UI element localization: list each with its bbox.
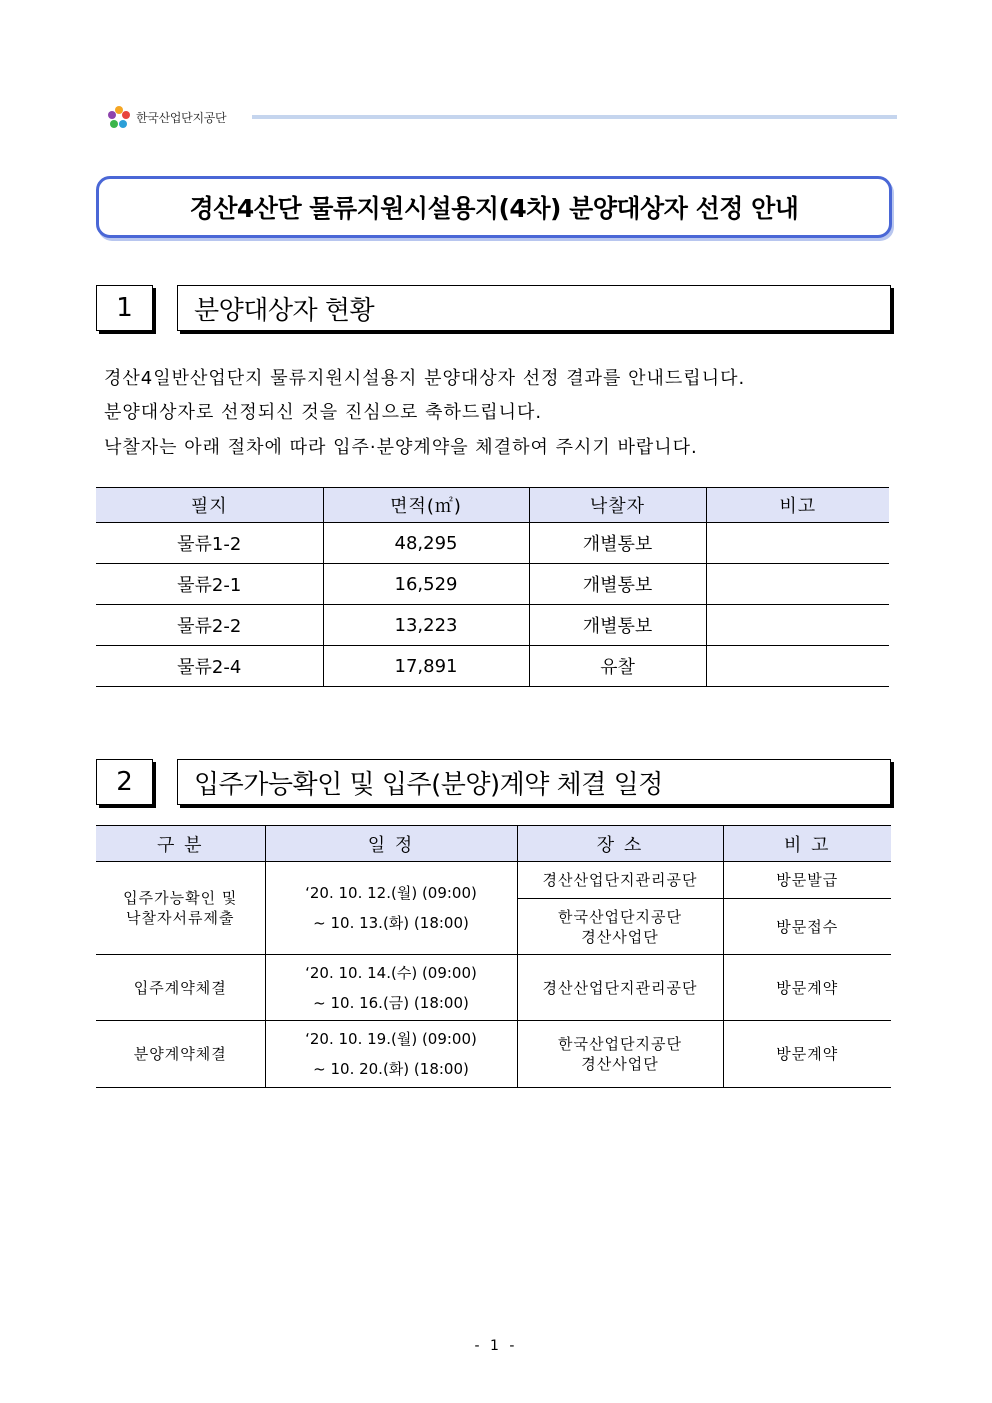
cell-remarks [706,646,889,687]
cell-area: 13,223 [323,605,529,646]
cell-category [96,1021,265,1088]
category-line: 낙찰자서류제출 [126,909,235,927]
header-winner: 낙찰자 [529,488,706,523]
category-line: 입주가능확인 및 [123,889,238,907]
table-row [96,1021,891,1088]
cell-category [96,955,265,1021]
cell-schedule [265,955,517,1021]
category-line: 입주계약체결 [133,978,227,997]
cell-parcel: 물류2-2 [96,605,323,646]
company-logo [106,104,226,130]
header-remarks: 비 고 [723,826,891,862]
schedule-end: ~ 10. 20.(화) (18:00) [313,1060,469,1078]
cell-winner: 개별통보 [529,564,706,605]
cell-remarks: 방문계약 [723,955,891,1021]
header-place: 장 소 [517,826,723,862]
cell-remarks [706,605,889,646]
intro-paragraph-3: 낙찰자는 아래 절차에 따라 입주·분양계약을 체결하여 주시기 바랍니다. [104,437,698,458]
table-header-row [96,826,891,862]
header-category: 구 분 [96,826,265,862]
section-2-title: 입주가능확인 및 입주(분양)계약 체결 일정 [177,759,891,805]
cell-remarks [706,523,889,564]
cell-category [96,862,265,955]
allotment-table [96,487,889,687]
header-parcel: 필지 [96,488,323,523]
schedule-table [96,825,891,1088]
header-remarks: 비고 [706,488,889,523]
schedule-start: ‘20. 10. 12.(월) (09:00) [305,884,477,902]
section-1-title: 분양대상자 현황 [177,285,891,331]
company-logo-text: 한국산업단지공단 [136,110,227,125]
cell-area: 17,891 [323,646,529,687]
place-line: 경산사업단 [581,1055,659,1073]
cell-place [517,862,723,899]
table-row [96,523,889,564]
table-row [96,862,891,899]
cell-place [517,955,723,1021]
schedule-start: ‘20. 10. 14.(수) (09:00) [305,963,477,982]
table-row [96,605,889,646]
cell-remarks: 방문접수 [723,899,891,955]
cell-schedule [265,1021,517,1088]
place-line: 한국산업단지공단 [558,907,682,926]
category-line: 분양계약체결 [133,1045,227,1063]
cell-remarks: 방문발급 [723,862,891,899]
cell-parcel: 물류2-1 [96,564,323,605]
table-header-row [96,488,889,523]
cell-remarks [706,564,889,605]
section-2-number: 2 [96,759,153,805]
place-line: 경산사업단 [581,927,659,946]
schedule-end: ~ 10. 16.(금) (18:00) [313,993,469,1012]
schedule-end: ~ 10. 13.(화) (18:00) [313,914,469,932]
cell-winner: 유찰 [529,646,706,687]
page-number: - 1 - [474,1338,518,1354]
cell-area: 16,529 [323,564,529,605]
header-area: 면적(㎡) [323,488,529,523]
cell-schedule [265,862,517,955]
intro-paragraph-2: 분양대상자로 선정되신 것을 진심으로 축하드립니다. [104,402,543,423]
section-1-number: 1 [96,285,153,331]
place-line: 경산산업단지관리공단 [542,871,698,889]
place-line: 한국산업단지공단 [558,1035,682,1053]
table-row [96,564,889,605]
document-title: 경산4산단 물류지원시설용지(4차) 분양대상자 선정 안내 [96,176,892,238]
cell-remarks: 방문계약 [723,1021,891,1088]
schedule-start: ‘20. 10. 19.(월) (09:00) [305,1030,477,1048]
table-row [96,646,889,687]
place-line: 경산산업단지관리공단 [542,978,698,997]
cell-place [517,1021,723,1088]
cell-place [517,899,723,955]
cell-winner: 개별통보 [529,605,706,646]
table-row [96,955,891,1021]
company-logo-icon [106,104,132,130]
cell-area: 48,295 [323,523,529,564]
header-divider [252,115,897,119]
header-schedule: 일 정 [265,826,517,862]
intro-paragraph-1: 경산4일반산업단지 물류지원시설용지 분양대상자 선정 결과를 안내드립니다. [104,368,746,389]
cell-parcel: 물류2-4 [96,646,323,687]
cell-winner: 개별통보 [529,523,706,564]
cell-parcel: 물류1-2 [96,523,323,564]
